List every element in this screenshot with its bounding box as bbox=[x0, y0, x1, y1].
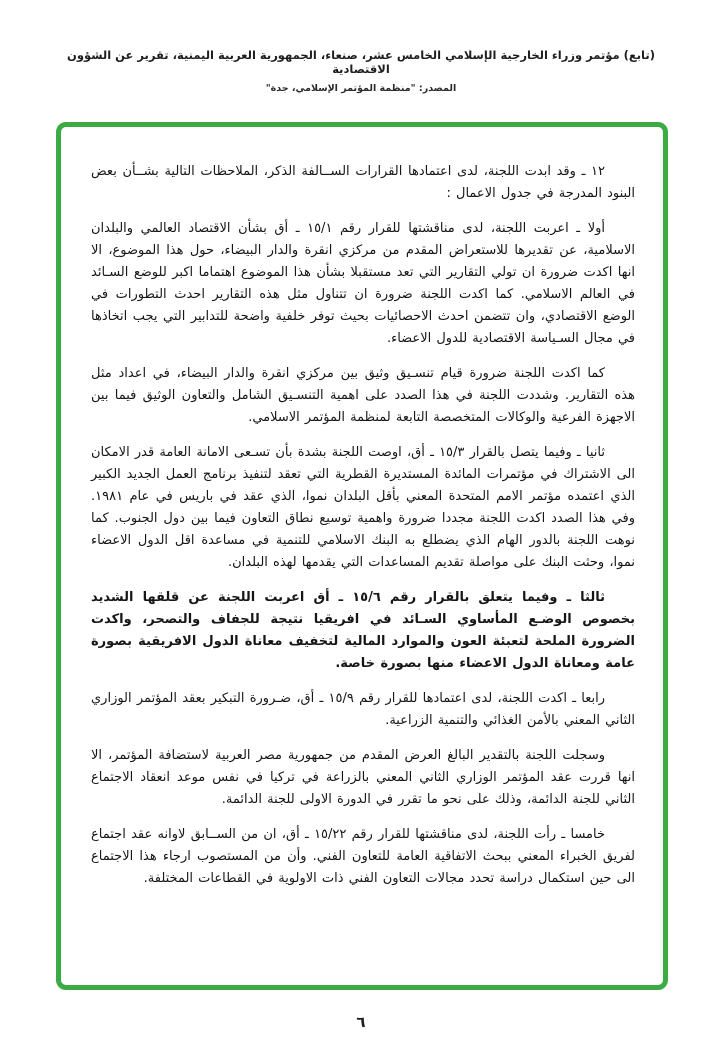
paragraph-first-resolution: أولا ـ اعربت اللجنة، لدى مناقشتها للقرار رقم ١٥/١ ـ أق بشأن الاقتصاد العالمي والبلدان الاسلامية، عن تقديرها للاستعراض المقدم من مركزي انقرة والدار البيضاء، حول هذا الموضوع، الا انها اكدت ضرورة ان تولي التقارير التي تعد مستقبلا بشأن هذا الموضوع اهتماما اكبر للوضع السـائد في العالم الاسلامي. كما اكدت اللجنة ضرورة ان تتناول مثل هذه التقارير احدث التطورات في الوضع الاقتصادي، وان تتضمن احدث الاحصائيات بحيث توفر خلفية واضحة للتدابير التي يجب اتخاذها في مجال السـياسة الاقتصادية للدول الاعضاء. bbox=[91, 221, 635, 346]
document-source-line: المصدر: "منظمة المؤتمر الإسلامي، جدة" bbox=[265, 83, 457, 94]
paragraph-item-12-intro: ١٢ ـ وقد ابدت اللجنة، لدى اعتمادها القرارات الســالفة الذكر، الملاحظات التالية بشــأن بعض البنود المدرجة في جدول الاعمال : bbox=[91, 164, 635, 201]
paragraph-second-resolution: ثانيا ـ وفيما يتصل بالقرار ١٥/٣ ـ أق، اوصت اللجنة بشدة بأن تسـعى الامانة العامة قدر الامكان الى الاشتراك في مؤتمرات المائدة المستديرة القطرية التي تعقد لتنفيذ برنامج العمل الجديد الكبير الذي اعتمده مؤتمر الامم المتحدة المعني بأقل البلدان نموا، الذي عقد في باريس في عام ١٩٨١. وفي هذا الصدد اكدت اللجنة مجددا ضرورة واهمية توسيع نطاق التعاون فيما بين دول الجنوب. كما نوهت اللجنة بالدور الهام الذي يضطلع به البنك الاسلامي للتنمية في مساعدة اقل الدول الاعضاء نموا، وحثت البنك على مواصلة تقديم المساعدات التي يقدمها لهذه البلدان. bbox=[91, 445, 635, 570]
paragraph-first-resolution-continued: كما اكدت اللجنة ضرورة قيام تنسـيق وثيق بين مركزي انقرة والدار البيضاء، في اعداد مثل هذه التقارير. وشددت اللجنة في هذا الصدد على اهمية التنسـيق الشامل والتعاون الوثيق فيما بين الاجهزة الفرعية والوكالات المتخصصة التابعة لمنظمة المؤتمر الاسلامي. bbox=[91, 366, 635, 425]
paragraph-third-resolution: ثالثا ـ وفيما يتعلق بالقرار رقم ١٥/٦ ـ أق اعربت اللجنة عن قلقها الشديد بخصوص الوضـع المأساوي السـائد في افريقيا نتيجة للجفاف والتصحر، واكدت الضرورة الملحة لتعبئة العون والموارد المالية لتخفيف معاناة الدول الافريقية بصورة عامة ومعاناة الدول الاعضاء منها بصورة خاصة. bbox=[91, 590, 635, 671]
paragraph-fourth-resolution: رابعا ـ اكدت اللجنة، لدى اعتمادها للقرار رقم ١٥/٩ ـ أق، ضـرورة التبكير بعقد المؤتمر الوزاري الثاني المعني بالأمن الغذائي والتنمية الزراعية. bbox=[91, 691, 635, 728]
paragraph-fifth-resolution: خامسا ـ رأت اللجنة، لدى مناقشتها للقرار رقم ١٥/٢٢ ـ أق، ان من الســابق لاوانه عقد اجتماع لفريق الخبراء المعني ببحث الاتفاقية العامة للتعاون الفني. وأن من المستصوب ارجاء هذا الاجتماع الى حين استكمال دراسة تحدد مجالات التعاون الفني ذات الاولوية في القطاعات المختلفة. bbox=[91, 827, 635, 886]
page-number: ٦ bbox=[356, 1013, 366, 1031]
document-header bbox=[0, 48, 722, 94]
document-title: (تابع) مؤتمر وزراء الخارجية الإسلامي الخامس عشر، صنعاء، الجمهورية العربية اليمنية، تقرير عن الشؤون الاقتصادية bbox=[67, 48, 655, 76]
scanned-text-frame bbox=[56, 122, 668, 990]
paragraph-fourth-resolution-continued: وسجلت اللجنة بالتقدير البالغ العرض المقدم من جمهورية مصر العربية لاستضافة المؤتمر، الا انها قررت عقد المؤتمر الوزاري الثاني المعني بالزراعة في تركيا في نفس موعد انعقاد الاجتماع الثاني للجنة الدائمة، وذلك على نحو ما تقرر في الدورة الاولى للجنة الدائمة. bbox=[91, 748, 635, 807]
